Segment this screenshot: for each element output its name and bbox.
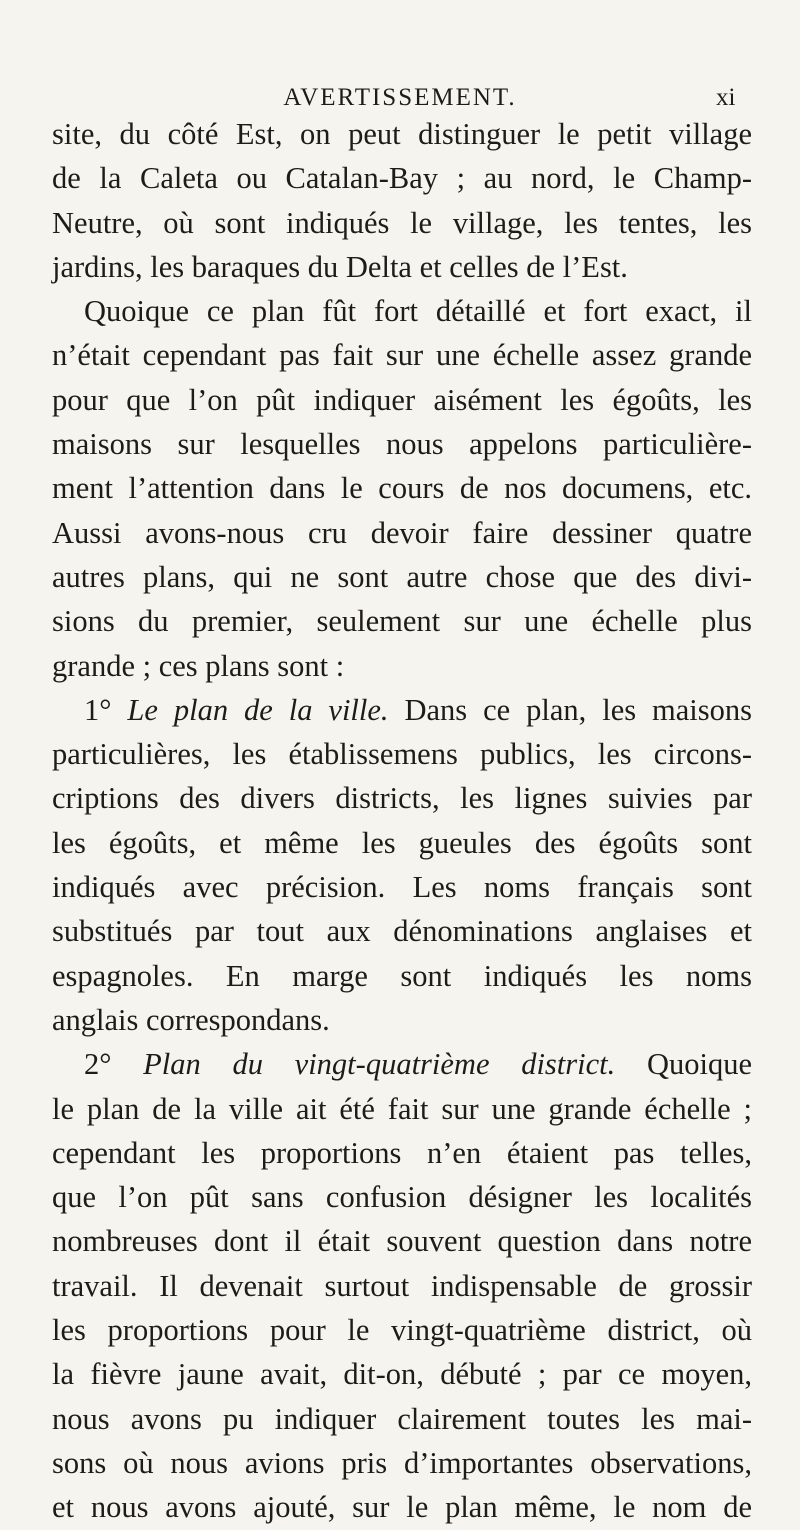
text-line	[52, 1131, 752, 1175]
text-segment: nombreuses dont il était souvent question dans notre	[52, 1224, 752, 1259]
text-segment: nous avons pu indiquer clairement toutes les mai-	[52, 1401, 752, 1436]
text-line	[52, 1352, 752, 1396]
text-segment: que l’on pût sans confusion désigner les localités	[52, 1180, 752, 1215]
text-line	[52, 422, 752, 466]
text-line	[52, 1042, 752, 1086]
text-line	[52, 289, 752, 333]
text-line	[52, 1219, 752, 1263]
text-line	[52, 954, 752, 998]
text-segment: pour que l’on pût indiquer aisément les égoûts, les	[52, 382, 752, 417]
text-segment: les égoûts, et même les gueules des égoûts sont	[52, 825, 752, 860]
text-segment: le plan de la ville ait été fait sur une grande échelle ;	[52, 1091, 752, 1126]
text-segment: cependant les proportions n’en étaient pas telles,	[52, 1135, 752, 1170]
text-segment: ment l’attention dans le cours de nos documens, etc.	[52, 471, 752, 506]
text-segment: de la Caleta ou Catalan-Bay ; au nord, le Champ-	[52, 161, 752, 196]
text-line	[52, 245, 752, 289]
text-line	[52, 821, 752, 865]
text-segment: grande ; ces plans sont :	[52, 648, 345, 683]
text-segment: la fièvre jaune avait, dit-on, débuté ; par ce moyen,	[52, 1357, 752, 1392]
text-line	[52, 599, 752, 643]
running-title: AVERTISSEMENT.	[283, 84, 517, 111]
text-line	[52, 909, 752, 953]
text-segment: site, du côté Est, on peut distinguer le petit village	[52, 117, 752, 151]
text-line	[52, 1441, 752, 1485]
text-line	[52, 998, 752, 1042]
text-segment: 2°	[84, 1047, 144, 1082]
text-line	[52, 688, 752, 732]
text-segment: anglais correspondans.	[52, 1002, 330, 1037]
text-line	[52, 511, 752, 555]
text-segment: substitués par tout aux dénominations anglaises et	[52, 914, 752, 949]
text-segment: et nous avons ajouté, sur le plan même, le nom de	[52, 1490, 752, 1525]
text-segment: Neutre, où sont indiqués le village, les tentes, les	[52, 205, 752, 240]
text-line	[52, 732, 752, 776]
text-segment: Quoique	[615, 1047, 752, 1082]
text-line	[52, 1397, 752, 1441]
text-line	[52, 1087, 752, 1131]
text-segment: Quoique ce plan fût fort détaillé et fort exact, il	[84, 294, 752, 329]
page-number: xi	[716, 84, 736, 111]
text-line	[52, 776, 752, 820]
text-line	[52, 333, 752, 377]
text-line	[52, 865, 752, 909]
text-segment: sons où nous avions pris d’importantes observations,	[52, 1445, 752, 1480]
italic-title-text: Plan du vingt-quatrième district.	[143, 1047, 616, 1082]
text-line	[52, 466, 752, 510]
text-segment: maisons sur lesquelles nous appelons particulière-	[52, 427, 752, 462]
text-line	[52, 201, 752, 245]
text-segment: indiqués avec précision. Les noms français sont	[52, 870, 752, 905]
text-line	[52, 1264, 752, 1308]
text-line	[52, 112, 752, 156]
text-segment: criptions des divers districts, les lignes suivies par	[52, 781, 752, 816]
text-segment: Aussi avons-nous cru devoir faire dessiner quatre	[52, 515, 752, 550]
text-segment: 1°	[84, 692, 128, 727]
text-segment: jardins, les baraques du Delta et celles de l’Est.	[52, 249, 628, 284]
text-segment: travail. Il devenait surtout indispensable de grossir	[52, 1268, 752, 1303]
text-segment: sions du premier, seulement sur une échelle plus	[52, 604, 752, 639]
text-segment: espagnoles. En marge sont indiqués les noms	[52, 958, 752, 993]
text-line	[52, 1175, 752, 1219]
text-line	[52, 644, 752, 688]
text-segment: les proportions pour le vingt-quatrième district, où	[52, 1313, 752, 1348]
text-segment: n’était cependant pas fait sur une échelle assez grande	[52, 338, 752, 373]
text-line	[52, 1485, 752, 1529]
text-line	[52, 1308, 752, 1352]
text-line	[52, 156, 752, 200]
running-head	[0, 80, 800, 116]
italic-title-text: Le plan de la ville.	[127, 692, 389, 727]
text-segment: particulières, les établissemens publics, les circons-	[52, 737, 752, 772]
text-segment: autres plans, qui ne sont autre chose que des divi-	[52, 559, 752, 594]
text-segment: Dans ce plan, les maisons	[388, 692, 753, 727]
text-line	[52, 378, 752, 422]
text-line	[52, 555, 752, 599]
body-text	[52, 112, 752, 1530]
